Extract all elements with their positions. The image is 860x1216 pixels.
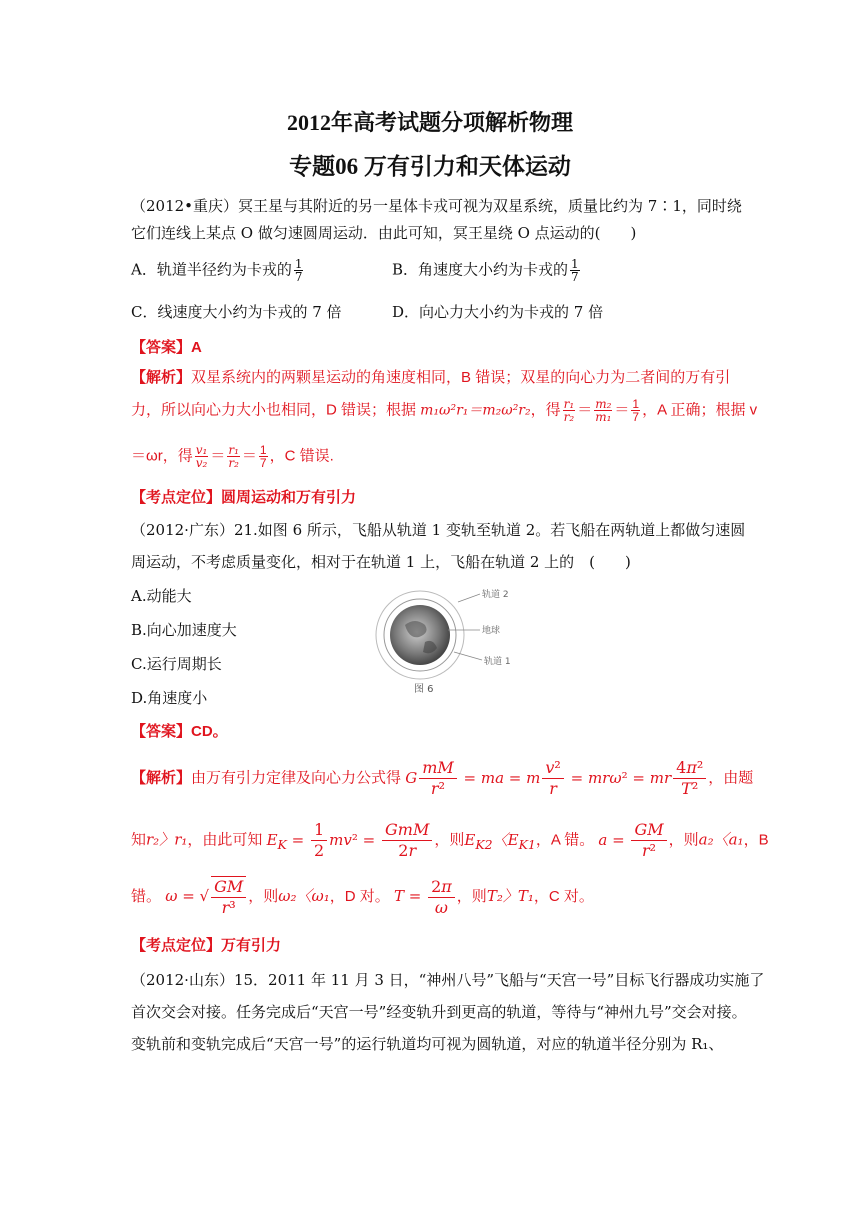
q2-option-b: B.向心加速度大 xyxy=(131,621,237,639)
q2-key-point xyxy=(131,934,281,955)
eq-acceleration: a = $\frac{GM}{\text{r²}}$ xyxy=(598,831,668,849)
eq-one-seventh: $\frac{1}{7}$ xyxy=(259,443,267,470)
q2-analysis-line2 xyxy=(131,820,769,861)
q2-analysis-text3e: ，C 对。 xyxy=(533,888,594,905)
q1-analysis-line1 xyxy=(131,366,730,387)
eq-v1-over-v2: $\frac{\text{v₁}}{\text{v₂}}$ xyxy=(195,443,208,470)
eq-a2-lt-a1: a₂〈a₁ xyxy=(698,830,744,849)
q2-analysis-text2a: 知 xyxy=(131,831,147,849)
q2-analysis-line3 xyxy=(131,876,594,918)
page-subtitle: 专题06 万有引力和天体运动 xyxy=(289,154,571,179)
q2-line1: （2012·广东）21.如图 6 所示，飞船从轨道 1 变轨至轨道 2。若飞船在两轨道上都做匀速圆 xyxy=(131,521,746,539)
q1-analysis-text2c: ，A 正确；根据 v xyxy=(642,401,758,419)
key-point-text: 圆周运动和万有引力 xyxy=(221,489,357,506)
figure-6 xyxy=(370,580,540,700)
q1-analysis-text3a: ＝ωr，得 xyxy=(131,447,193,465)
analysis-tag: 【解析】 xyxy=(131,769,192,787)
q1-analysis-text2a: 力，所以向心力大小也相同，D 错误；根据 xyxy=(131,401,421,419)
q2-analysis-text2c: ，则 xyxy=(434,831,465,849)
page-title: 2012年高考试题分项解析物理 xyxy=(286,110,573,135)
q2-analysis-text2f: ，B xyxy=(743,831,769,849)
q2-analysis-text2d: ，A 错。 xyxy=(535,831,595,849)
orbit-diagram xyxy=(370,580,540,700)
fraction-one-seventh: $\frac{1}{7}$ xyxy=(294,257,303,284)
eq-kinetic-energy: $E_K$ = $\frac{1}{2}$ mv² = $\frac{\text{GmM}}{2r}$ xyxy=(267,831,435,849)
q2-analysis-line1 xyxy=(131,758,753,799)
q1-analysis-line2: 力，所以向心力大小也相同，D 错误；根据 m₁ω²r₁＝m₂ω²r₂，得 $\frac{\text{r₁}}{\text{r₂}}$ ＝ $\frac{\text{m₂}}{\text{m₁}}$ ＝ $\frac{1}{7}$ ，A 正确；根据 v xyxy=(131,397,758,424)
q2-line2: 周运动，不考虑质量变化，相对于在轨道 1 上，飞船在轨道 2 上的 ( ) xyxy=(131,553,631,571)
q1-option-b-text: B．角速度大小约为卡戎的 xyxy=(392,260,569,279)
q1-analysis-text1: 双星系统内的两颗星运动的角速度相同，B 错误；双星的向心力为二者间的万有引 xyxy=(191,369,731,386)
q2-analysis-text1a: 由万有引力定律及向心力公式得 xyxy=(191,769,402,787)
q2-option-c: C.运行周期长 xyxy=(131,655,222,673)
q2-analysis-text2b: ，由此可知 xyxy=(187,831,263,849)
q1-analysis-text3b: ，C 错误. xyxy=(269,447,334,465)
q1-option-a-text: A．轨道半径约为卡戎的 xyxy=(131,260,292,279)
label-orbit-2: 轨道 2 xyxy=(482,590,509,600)
eq-gravity-centripetal: G $\frac{mM}{\text{r²}}$ = ma = m $\frac{\text{v²}}{r}$ = mrω² = mr $\frac{\text{4π²}}{\text{T²}}$ xyxy=(405,769,708,787)
eq-r1-over-r2: $\frac{\text{r₁}}{\text{r₂}}$ xyxy=(228,443,239,470)
figure-caption: 图 6 xyxy=(414,684,434,695)
q2-analysis-text3b: ，则 xyxy=(248,888,279,905)
eq-ek2-lt-ek1: $E_{K2}$〈$E_{K1}$ xyxy=(464,830,536,852)
eq-t2-gt-t1: T₂〉T₁ xyxy=(486,887,534,905)
label-orbit-1: 轨道 1 xyxy=(484,657,511,667)
q2-option-a: A.动能大 xyxy=(131,587,192,605)
q2-analysis-text3a: 错。 xyxy=(131,888,162,905)
q2-analysis-text2e: ，则 xyxy=(668,831,699,849)
sqrt-symbol: √ $\frac{GM}{\text{r³}}$ xyxy=(200,876,249,918)
key-point-tag: 【考点定位】 xyxy=(131,489,222,506)
q2-option-d: D.角速度小 xyxy=(131,689,208,707)
q1-analysis-text2b: ，得 xyxy=(530,401,561,419)
q1-key-point xyxy=(131,486,356,507)
eq-period: T = $\frac{2\pi}{\omega}$ xyxy=(394,887,457,905)
q1-option-d: D．向心力大小约为卡戎的 7 倍 xyxy=(392,303,604,321)
fraction-one-seventh: $\frac{1}{7}$ xyxy=(571,257,579,284)
q3-line1: （2012·山东）15．2011 年 11 月 3 日，“神州八号”飞船与“天宫一号”目标飞行器成功实施了 xyxy=(131,971,765,989)
q1-line1: （2012•重庆）冥王星与其附近的另一星体卡戎可视为双星系统，质量比约为 7∶1，同时绕 xyxy=(131,197,742,215)
eq-w2-lt-w1: ω₂〈ω₁ xyxy=(278,887,330,905)
q1-eq-momentum: m₁ω²r₁＝m₂ω²r₂ xyxy=(420,402,531,419)
q2-answer: 【答案】CD。 xyxy=(131,723,228,740)
eq-r2-gt-r1: r₂〉r₁ xyxy=(146,830,188,849)
eq-r1-over-r2: $\frac{\text{r₁}}{\text{r₂}}$ xyxy=(563,397,575,424)
key-point-text: 万有引力 xyxy=(221,937,282,954)
q1-option-a xyxy=(131,258,305,283)
analysis-tag: 【解析】 xyxy=(131,369,192,386)
q2-analysis-text3d: ，则 xyxy=(456,888,487,905)
label-earth: 地球 xyxy=(482,626,501,636)
q3-line3: 变轨前和变轨完成后“天宫一号”的运行轨道均可视为圆轨道，对应的轨道半径分别为 R₁、 xyxy=(131,1035,724,1053)
eq-one-seventh: $\frac{1}{7}$ xyxy=(632,397,640,424)
q1-option-b xyxy=(392,258,582,283)
eq-m2-over-m1: $\frac{\text{m₂}}{\text{m₁}}$ xyxy=(595,397,612,424)
eq-angular-velocity: ω = √ $\frac{GM}{\text{r³}}$ xyxy=(165,887,248,905)
q1-analysis-line3: ＝ωr，得 $\frac{\text{v₁}}{\text{v₂}}$ ＝ $\frac{\text{r₁}}{\text{r₂}}$ ＝ $\frac{1}{7}$ ，C 错误. xyxy=(131,443,334,470)
q3-line2: 首次交会对接。任务完成后“天宫一号”经变轨升到更高的轨道，等待与“神州九号”交会对接。 xyxy=(131,1003,747,1021)
q2-analysis-text3c: ，D 对。 xyxy=(329,888,390,905)
q2-analysis-text1b: ，由题 xyxy=(708,769,754,787)
q1-answer: 【答案】A xyxy=(131,339,202,356)
q1-option-c: C．线速度大小约为卡戎的 7 倍 xyxy=(131,303,342,321)
q1-line2: 它们连线上某点 O 做匀速圆周运动．由此可知，冥王星绕 O 点运动的( ) xyxy=(131,224,637,242)
key-point-tag: 【考点定位】 xyxy=(131,937,222,954)
